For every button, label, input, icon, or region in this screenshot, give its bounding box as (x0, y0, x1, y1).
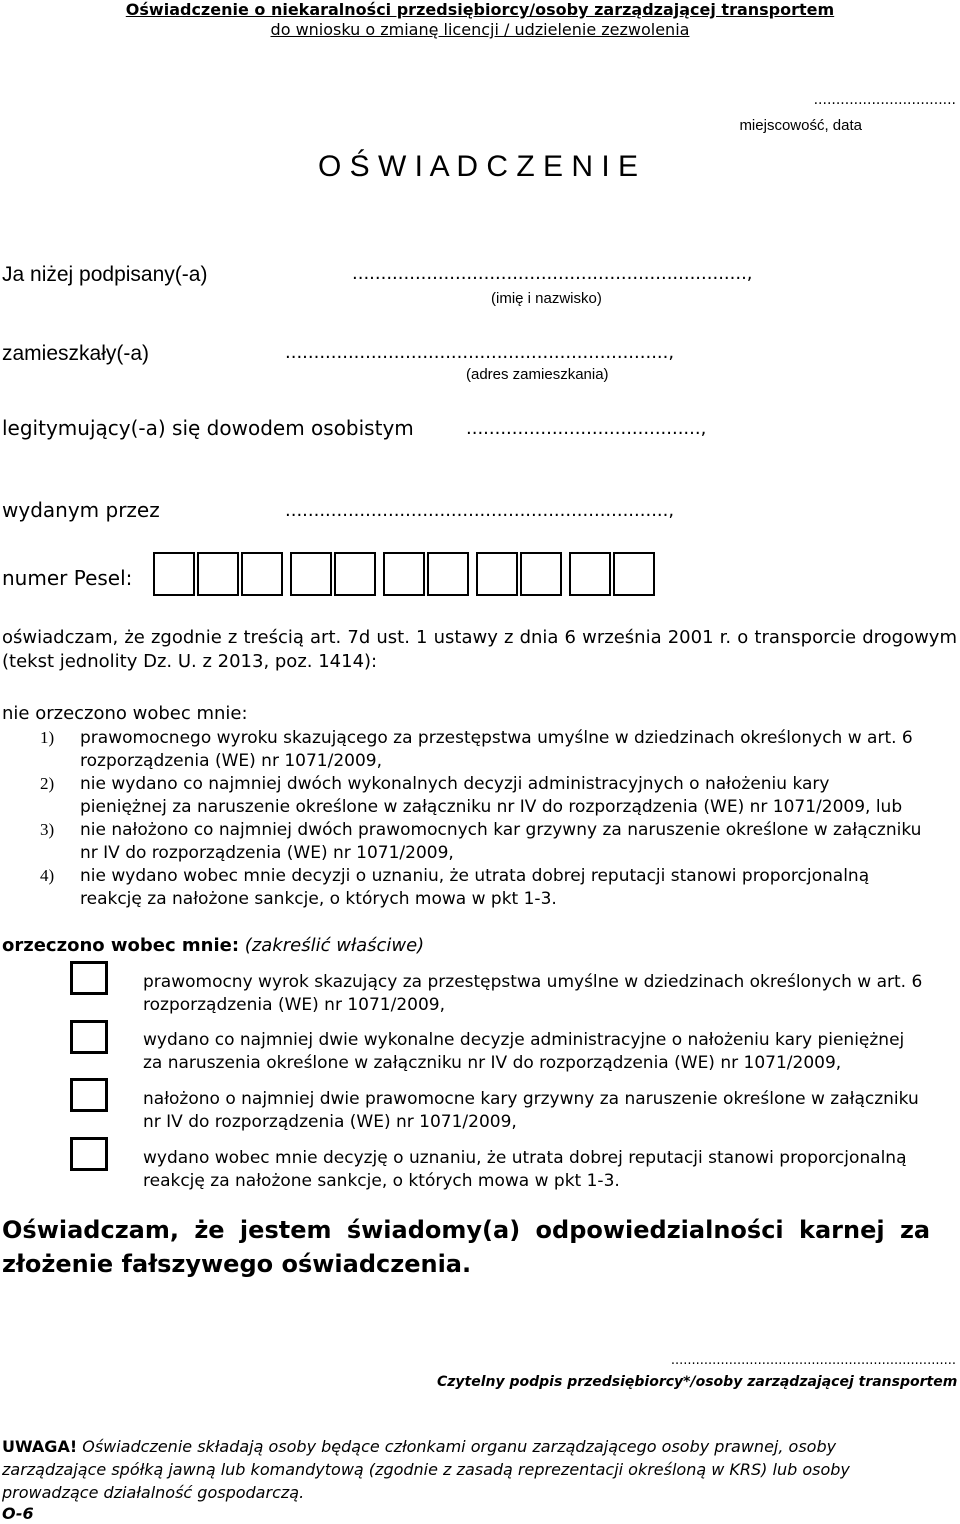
note-text: Oświadczenie składają osoby będące członkami organu zarządzającego osoby prawnej, osoby (82, 1437, 837, 1456)
statement-text: oświadczam, że zgodnie z treścią art. 7d ust. 1 ustawy z dnia 6 września 2001 r. o transporcie drogowym (tekst jednolity Dz. U. z 2013, poz. 1414): (2, 627, 957, 672)
page-title: O Ś W I A D C Z E N I E (318, 150, 639, 183)
option-3-line: nr IV do rozporządzenia (WE) nr 1071/2009, (143, 1112, 517, 1132)
list-item-line: nie wydano wobec mnie decyzji o uznaniu, że utrata dobrej reputacji stanowi proporcjonalną (80, 866, 870, 886)
option-4-line: reakcję za nałożone sankcje, o których mowa w pkt 1-3. (143, 1171, 620, 1191)
pesel-label: numer Pesel: (2, 566, 133, 590)
list-item-line: nr IV do rozporządzenia (WE) nr 1071/2009, (80, 843, 454, 863)
note-line-1 (2, 1437, 836, 1456)
list-item-line: nie wydano co najmniej dwóch wykonalnych decyzji administracyjnych o nałożeniu kary (80, 774, 830, 794)
note-line-2: zarządzające spółką jawną lub komandytową (zgodnie z zasadą reprezentacji określoną w KRS) lub osoby (2, 1460, 850, 1479)
address-hint: (adres zamieszkania) (466, 366, 609, 383)
option-2-line: za naruszenia określone w załączniku nr IV do rozporządzenia (WE) nr 1071/2009, (143, 1053, 842, 1073)
list-item-line: reakcję za nałożone sankcje, o których mowa w pkt 1-3. (80, 889, 557, 909)
declaration-line-2: złożenie fałszywego oświadczenia. (2, 1250, 472, 1278)
address-label: zamieszkały(-a) (2, 342, 150, 365)
not-ruled-heading: nie orzeczono wobec mnie: (2, 703, 248, 724)
name-field[interactable]: ....................................................................., (352, 263, 753, 284)
pesel-digit-box[interactable] (383, 552, 425, 596)
note-warning: UWAGA! (2, 1437, 78, 1456)
list-number: 4) (40, 866, 55, 885)
list-number: 3) (40, 820, 55, 839)
declaration-line-1: Oświadczam, że jestem świadomy(a) odpowiedzialności karnej za (2, 1216, 931, 1244)
header-line-2: do wniosku o zmianę licencji / udzielenie zezwolenia (270, 20, 690, 39)
list-item-line: pieniężnej za naruszenie określone w załączniku nr IV do rozporządzenia (WE) nr 1071/2009, lub (80, 797, 903, 817)
address-field[interactable]: ..................................................................., (285, 342, 675, 363)
pesel-digit-box[interactable] (153, 552, 195, 596)
pesel-digit-box[interactable] (241, 552, 283, 596)
signature-label: Czytelny podpis przedsiębiorcy*/osoby zarządzającej transportem (437, 1374, 958, 1390)
option-2-line: wydano co najmniej dwie wykonalne decyzje administracyjne o nałożeniu kary pieniężnej (143, 1030, 905, 1050)
option-1-line: rozporządzenia (WE) nr 1071/2009, (143, 995, 445, 1015)
pesel-digit-box[interactable] (476, 552, 518, 596)
header-line-1: Oświadczenie o niekaralności przedsiębiorcy/osoby zarządzającej transportem (125, 0, 835, 19)
ruled-heading (2, 935, 424, 956)
pesel-digit-box[interactable] (197, 552, 239, 596)
option-1-line: prawomocny wyrok skazujący za przestępstwa umyślne w dziedzinach określonych w art. 6 (143, 972, 923, 992)
checkbox-option-3[interactable] (70, 1078, 108, 1112)
pesel-digit-box[interactable] (613, 552, 655, 596)
option-4-line: wydano wobec mnie decyzję o uznaniu, że utrata dobrej reputacji stanowi proporcjonalną (143, 1148, 907, 1168)
list-item-line: rozporządzenia (WE) nr 1071/2009, (80, 751, 382, 771)
pesel-digit-box[interactable] (427, 552, 469, 596)
form-code: O-6 (2, 1504, 34, 1523)
list-item-line: prawomocnego wyroku skazującego za przestępstwa umyślne w dziedzinach określonych w art. 6 (80, 728, 913, 748)
pesel-digit-box[interactable] (569, 552, 611, 596)
ruled-heading-text: orzeczono wobec mnie: (2, 935, 240, 956)
list-item-line: nie nałożono co najmniej dwóch prawomocnych kar grzywny za naruszenie określone w załączniku (80, 820, 922, 840)
option-3-line: nałożono o najmniej dwie prawomocne kary grzywny za naruszenie określone w załączniku (143, 1089, 919, 1109)
pesel-digit-box[interactable] (520, 552, 562, 596)
list-number: 2) (40, 774, 55, 793)
note-line-3: prowadzące działalność gospodarczą. (2, 1483, 305, 1502)
signature-field[interactable]: ..................................................................... (670, 1353, 956, 1368)
pesel-digit-box[interactable] (290, 552, 332, 596)
issued-field[interactable]: ..................................................................., (285, 500, 675, 521)
place-date-dots[interactable]: ................................ (813, 92, 956, 108)
checkbox-option-1[interactable] (70, 961, 108, 995)
checkbox-option-2[interactable] (70, 1020, 108, 1054)
pesel-digit-box[interactable] (334, 552, 376, 596)
id-field[interactable]: ........................................., (466, 418, 707, 439)
name-hint: (imię i nazwisko) (491, 290, 602, 307)
list-number: 1) (40, 728, 55, 747)
checkbox-option-4[interactable] (70, 1137, 108, 1171)
place-date-label: miejscowość, data (739, 117, 862, 134)
name-label: Ja niżej podpisany(-a) (2, 263, 208, 286)
issued-label: wydanym przez (2, 498, 160, 522)
id-label: legitymujący(-a) się dowodem osobistym (2, 416, 414, 440)
ruled-heading-note: (zakreślić właściwe) (244, 935, 425, 956)
